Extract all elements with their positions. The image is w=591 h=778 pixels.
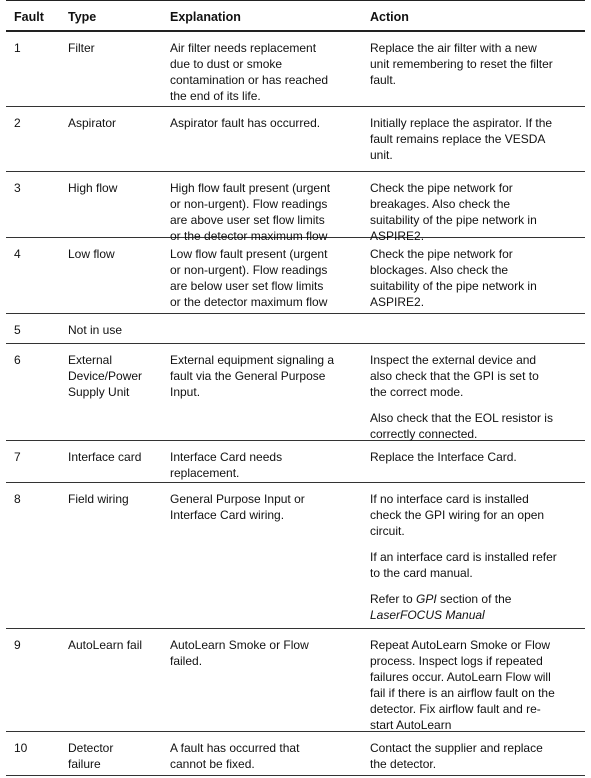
fault-number: 9 (14, 638, 21, 652)
fault-number: 4 (14, 247, 21, 261)
action-paragraph: Check the pipe network for blockages. Also check the suitability of the pipe network in ASPIRE2. (370, 247, 537, 309)
fault-number: 6 (14, 353, 21, 367)
header-type: Type (68, 10, 97, 24)
table-header (6, 0, 585, 32)
fault-type: AutoLearn fail (68, 638, 143, 652)
fault-explanation: Low flow fault present (urgent or non-urgent). Flow readings are below user set flow limits or the detector maximum flow (170, 247, 328, 309)
action-paragraph: Repeat AutoLearn Smoke or Flow process. Inspect logs if repeated failures occur. AutoLearn Flow will fail if there is an airflow fault on the detector. Fix airflow fault and re- start AutoLearn (370, 638, 555, 732)
fault-action (370, 637, 582, 733)
action-paragraph: Inspect the external device and also check that the GPI is set to the correct mode. (370, 353, 539, 399)
table-row (6, 172, 585, 243)
fault-type: Low flow (68, 247, 115, 261)
fault-action (370, 449, 582, 465)
table-row (6, 314, 585, 344)
fault-type: External Device/Power Supply Unit (68, 353, 143, 399)
action-paragraph: Also check that the EOL resistor is correctly connected. (370, 411, 553, 441)
fault-action (370, 246, 582, 310)
action-paragraph: Initially replace the aspirator. If the fault remains replace the VESDA unit. (370, 116, 553, 162)
table-row (6, 238, 585, 314)
fault-explanation: Aspirator fault has occurred. (170, 116, 321, 130)
fault-action (370, 115, 582, 163)
fault-action (370, 352, 582, 442)
table-row (6, 344, 585, 441)
action-paragraph: Contact the supplier and replace the detector. (370, 741, 543, 771)
fault-type: Filter (68, 41, 95, 55)
fault-action (370, 491, 582, 623)
fault-explanation: General Purpose Input or Interface Card wiring. (170, 492, 305, 522)
fault-explanation: A fault has occurred that cannot be fixed. (170, 741, 300, 771)
action-paragraph: If no interface card is installed check the GPI wiring for an open circuit. (370, 492, 545, 538)
fault-type: Detector failure (68, 741, 114, 771)
fault-explanation: High flow fault present (urgent or non-urgent). Flow readings are above user set flow limits or the detector maximum flow (170, 181, 331, 243)
table-row (6, 483, 585, 629)
fault-action (370, 180, 582, 244)
reference-italic2: LaserFOCUS Manual (370, 608, 485, 622)
action-reference (370, 591, 582, 623)
fault-explanation: Air filter needs replacement due to dust or smoke contamination or has reached the end of its life. (170, 41, 329, 103)
fault-number: 8 (14, 492, 21, 506)
fault-number: 10 (14, 741, 28, 755)
fault-type: Field wiring (68, 492, 129, 506)
fault-type: Aspirator (68, 116, 117, 130)
fault-explanation: AutoLearn Smoke or Flow failed. (170, 638, 309, 668)
fault-action (370, 40, 582, 88)
reference-pre: Refer to (370, 592, 417, 606)
fault-type: Interface card (68, 450, 142, 464)
fault-number: 5 (14, 323, 21, 337)
table-row (6, 107, 585, 172)
header-fault: Fault (14, 10, 44, 24)
table-row (6, 32, 585, 107)
fault-action (370, 740, 582, 772)
header-action: Action (370, 10, 409, 24)
fault-number: 2 (14, 116, 21, 130)
header-explanation: Explanation (170, 10, 241, 24)
fault-number: 1 (14, 41, 21, 55)
fault-type: High flow (68, 181, 118, 195)
fault-explanation: Interface Card needs replacement. (170, 450, 283, 480)
action-paragraph: Replace the air filter with a new unit remembering to reset the filter fault. (370, 41, 553, 87)
fault-number: 7 (14, 450, 21, 464)
fault-type: Not in use (68, 323, 123, 337)
fault-explanation: External equipment signaling a fault via the General Purpose Input. (170, 353, 335, 399)
reference-italic1: GPI (416, 592, 437, 606)
table-row (6, 441, 585, 483)
table-row (6, 629, 585, 732)
action-paragraph: If an interface card is installed refer to the card manual. (370, 550, 557, 580)
fault-number: 3 (14, 181, 21, 195)
reference-mid: section of the (436, 592, 512, 606)
action-paragraph: Check the pipe network for breakages. Also check the suitability of the pipe network in ASPIRE2. (370, 181, 537, 243)
table-row (6, 732, 585, 776)
action-paragraph: Replace the Interface Card. (370, 450, 517, 464)
